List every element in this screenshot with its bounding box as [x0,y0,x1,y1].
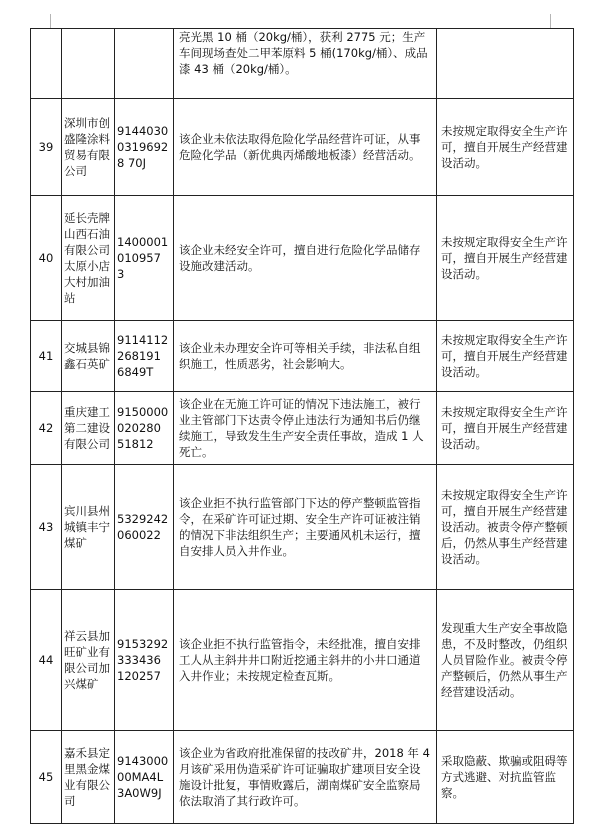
company-name-cell: 重庆建工第二建设有限公司 [62,392,115,465]
company-name-cell: 延长壳牌山西石油有限公司太原小店大村加油站 [62,196,115,321]
fact-cell: 该企业拒不执行监管指令，未经批准，擅自安排工人从主斜井井口附近挖通主斜井的小井口通道入井作业；未按规定检查瓦斯。 [174,590,437,731]
row-number-cell: 45 [31,731,62,824]
fact-cell: 亮光黑 10 桶（20kg/桶），获利 2775 元；生产车间现场查处二甲苯原料 5 桶(170kg/桶）、成品漆 43 桶（20kg/桶）。 [174,29,437,99]
violation-type-cell [437,29,574,99]
company-name-cell: 宾川县州城镇丰宁煤矿 [62,465,115,590]
table-row [31,465,574,590]
page-corner-mark-right [550,14,565,29]
credit-code-cell: 5329242060022 [115,465,174,590]
violation-type-cell: 发现重大生产安全事故隐患，不及时整改，仍组织人员冒险作业。被责令停产整顿后，仍然从事生产经营建设活动。 [437,590,574,731]
row-number-cell: 40 [31,196,62,321]
company-name-cell: 嘉禾县定里黑金煤业有限公司 [62,731,115,824]
fact-cell: 该企业未经安全许可，擅自进行危险化学品储存设施改建活动。 [174,196,437,321]
credit-code-cell: 914300000MA4L 3A0W9J [115,731,174,824]
row-number-cell: 44 [31,590,62,731]
credit-code-cell: 9114112268191 6849T [115,321,174,392]
violation-type-cell: 未按规定取得安全生产许可，擅自开展生产经营建设活动。 [437,196,574,321]
table-row [31,590,574,731]
row-number-cell: 43 [31,465,62,590]
credit-code-cell: 9150000020280 51812 [115,392,174,465]
credit-code-cell: 9153292333436 120257 [115,590,174,731]
credit-code-cell: 1400001010957 3 [115,196,174,321]
fact-cell: 该企业未办理安全许可等相关手续，非法私自组织施工，性质恶劣，社会影响大。 [174,321,437,392]
enforcement-table [30,28,574,824]
credit-code-cell [115,29,174,99]
violation-type-cell: 未按规定取得安全生产许可，擅自开展生产经营建设活动。被责令停产整顿后，仍然从事生产经营建设活动。 [437,465,574,590]
violation-type-cell: 未按规定取得安全生产许可，擅自开展生产经营建设活动。 [437,392,574,465]
table-row [31,731,574,824]
row-number-cell: 42 [31,392,62,465]
fact-cell: 该企业未依法取得危险化学品经营许可证，从事危险化学品（新优典丙烯酸地板漆）经营活动。 [174,99,437,196]
page-corner-mark-left [36,14,51,29]
row-number-cell [31,29,62,99]
row-number-cell: 39 [31,99,62,196]
table-row [31,99,574,196]
violation-type-cell: 采取隐蔽、欺骗或阻碍等方式逃避、对抗监管监察。 [437,731,574,824]
table-row [31,321,574,392]
violation-type-cell: 未按规定取得安全生产许可，擅自开展生产经营建设活动。 [437,321,574,392]
company-name-cell: 祥云县加旺矿业有限公司加兴煤矿 [62,590,115,731]
table-row [31,29,574,99]
table-row [31,196,574,321]
violation-type-cell: 未按规定取得安全生产许可，擅自开展生产经营建设活动。 [437,99,574,196]
fact-cell: 该企业拒不执行监管部门下达的停产整顿监管指令，在采矿许可证过期、安全生产许可证被注销的情况下非法组织生产；主要通风机未运行，擅自安排人员入井作业。 [174,465,437,590]
table-row [31,392,574,465]
company-name-cell: 交城县锦鑫石英矿 [62,321,115,392]
row-number-cell: 41 [31,321,62,392]
fact-cell: 该企业在无施工许可证的情况下违法施工，被行业主管部门下达责令停止违法行为通知书后仍继续施工，导致发生生产安全责任事故，造成 1 人死亡。 [174,392,437,465]
company-name-cell: 深圳市创盛隆涂料贸易有限公司 [62,99,115,196]
credit-code-cell: 914403003196928 70J [115,99,174,196]
company-name-cell [62,29,115,99]
fact-cell: 该企业为省政府批准保留的技改矿井，2018 年 4 月该矿采用伪造采矿许可证骗取扩建项目安全设施设计批复，事情败露后，湖南煤矿安全监察局依法取消了其行政许可。 [174,731,437,824]
